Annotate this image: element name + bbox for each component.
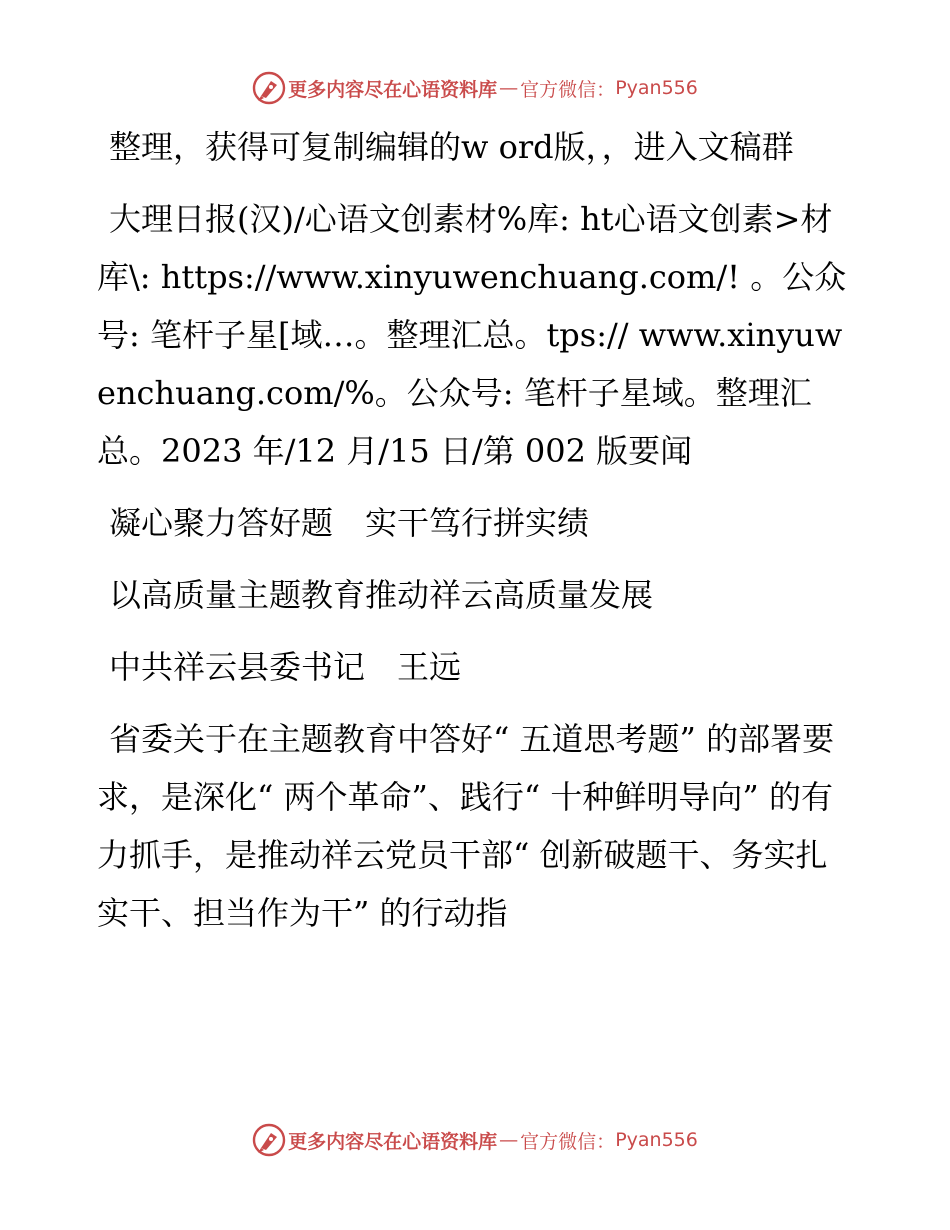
headline-main: 凝心聚力答好题 实干笃行拼实绩 xyxy=(109,504,590,542)
banner-wechat-id: Pyan556 xyxy=(615,1129,698,1151)
byline: 中共祥云县委书记 王远 xyxy=(109,648,462,686)
footer-banner xyxy=(0,1120,950,1160)
pen-nib-logo-icon xyxy=(252,71,286,105)
header-banner xyxy=(0,68,950,108)
banner-dash: — xyxy=(499,77,519,99)
headline-sub: 以高质量主题教育推动祥云高质量发展 xyxy=(109,576,654,614)
banner-main-text: 更多内容尽在心语资料库 xyxy=(288,78,498,101)
banner-sub-text: 官方微信： xyxy=(520,78,616,101)
banner-wechat-id: Pyan556 xyxy=(615,77,698,99)
banner-sub-text: 官方微信： xyxy=(520,1130,616,1153)
paragraph-intro: 整理，获得可复制编辑的w ord版，，进入文稿群 xyxy=(109,128,794,166)
pen-nib-logo-icon xyxy=(252,1123,286,1157)
banner-dash: — xyxy=(499,1129,519,1151)
banner-main-text: 更多内容尽在心语资料库 xyxy=(288,1130,498,1153)
paragraph-body: 省委关于在主题教育中答好“ 五道思考题” 的部署要求，是深化“ 两个革命”、践行“ 十种鲜明导向” 的有力抓手，是推动祥云党员干部“ 创新破题干、务实扎实干、担当作为干” 的行动指 xyxy=(97,720,835,932)
paragraph-source: 大理日报(汉)/心语文创素材%库: ht心语文创素>材库\: https://www.xinyuwenchuang.com/! 。公众号: 笔杆子星[域…。整理汇总。tps:// www.xinyuwenchuang.com/%。公众号: 笔杆子星域。整理汇总。2023 年/12 月/15 日/第 002 版要闻 xyxy=(97,200,847,470)
document-body xyxy=(97,118,857,956)
